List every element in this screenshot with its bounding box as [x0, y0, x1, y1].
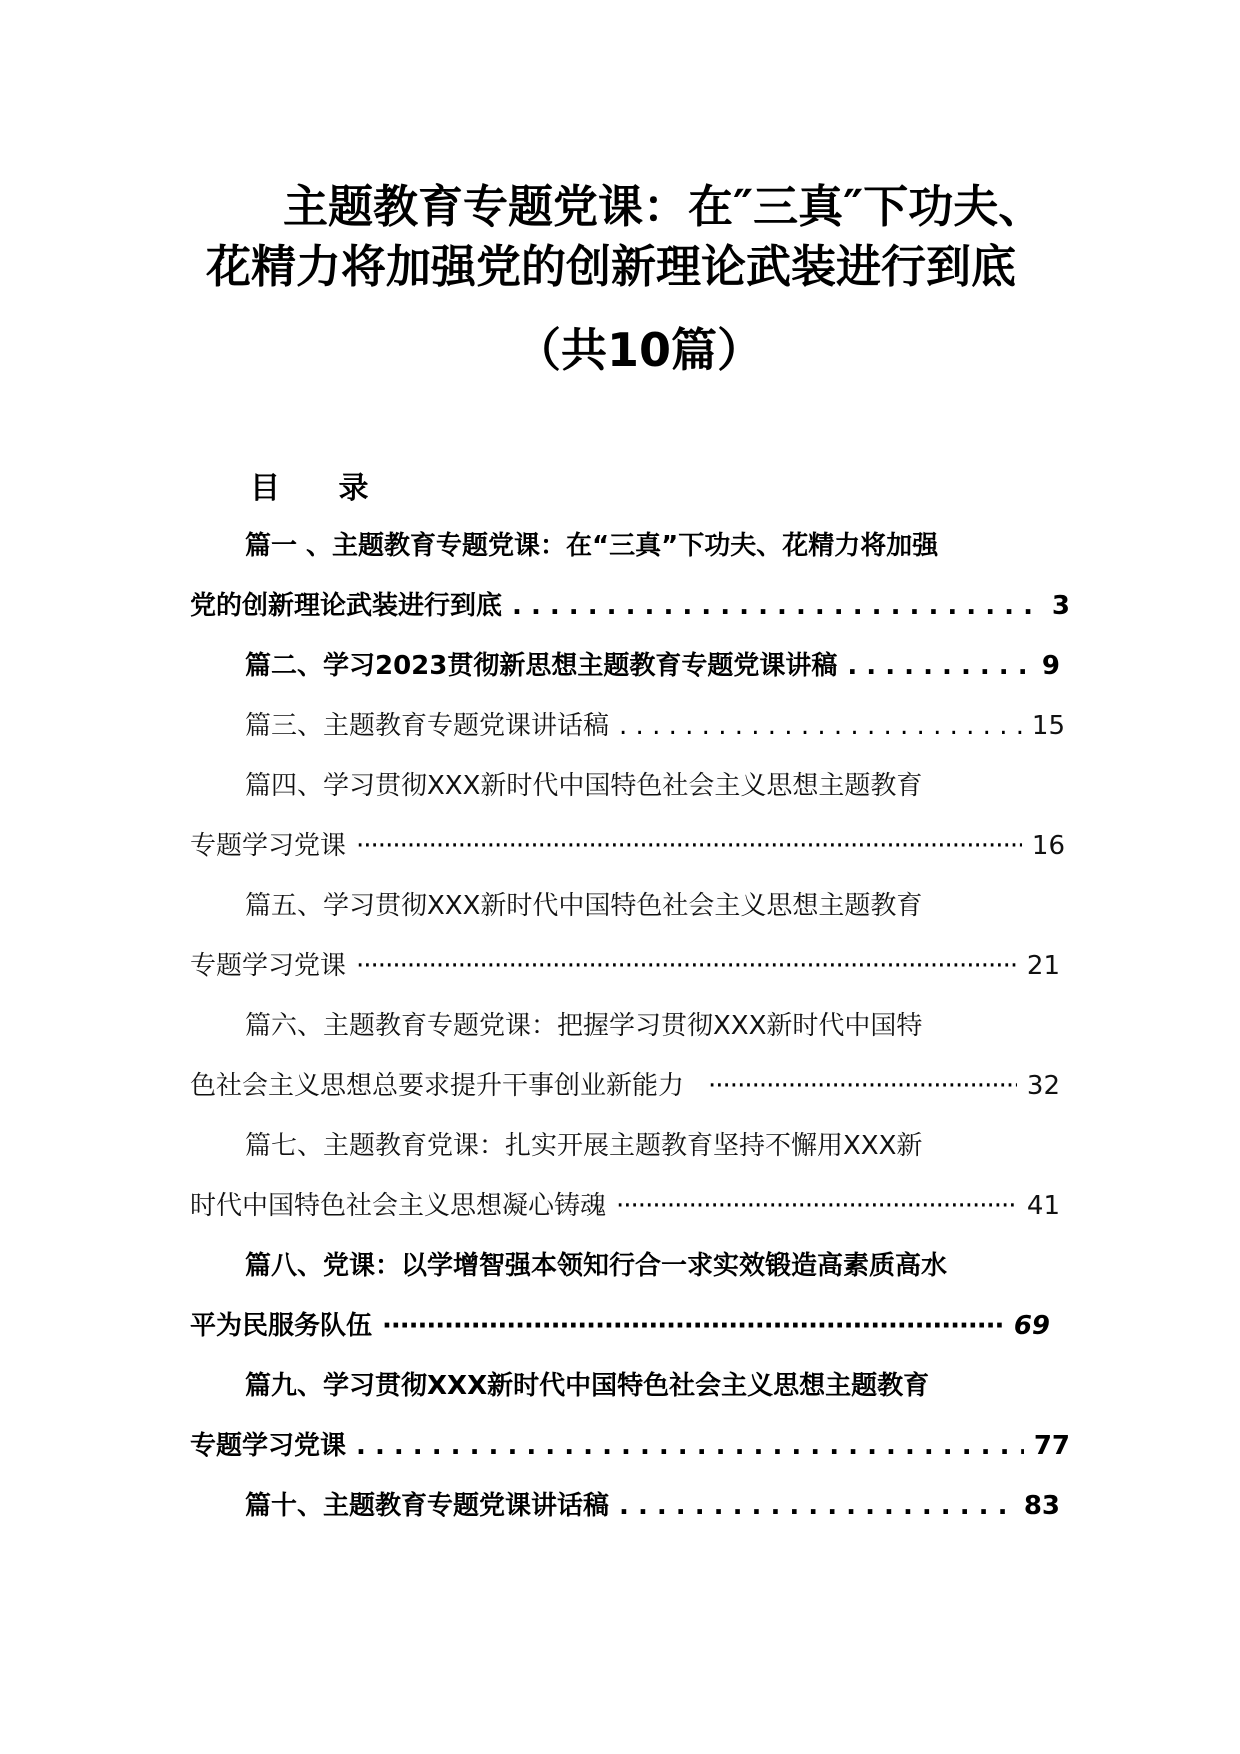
toc-entry-4-line1 — [245, 765, 922, 802]
toc-entry-5-line2[interactable] — [190, 945, 1060, 982]
toc-entry-label: 专题学习党课 — [190, 1431, 347, 1461]
toc-entry-6-line1 — [245, 1005, 922, 1042]
toc-entry-5-line1 — [245, 885, 922, 922]
toc-entry-4-line2[interactable] — [190, 825, 1065, 862]
title-line-2: 花精力将加强党的创新理论武装进行到底 — [206, 240, 1017, 293]
toc-page-number: 77 — [1033, 1431, 1070, 1461]
toc-entry-1-line2[interactable] — [190, 585, 1070, 622]
leader-dots — [512, 591, 1042, 621]
leader-dots — [356, 831, 1022, 861]
toc-entry-label: 篇十、主题教育专题党课讲话稿 — [245, 1491, 610, 1521]
toc-entry-label: 篇三、主题教育专题党课讲话稿 — [245, 711, 610, 741]
title-line-3: （共10篇） — [515, 323, 764, 377]
leader-dots — [356, 1431, 1024, 1461]
toc-page-number: 15 — [1031, 711, 1065, 741]
title-line-1: 主题教育专题党课：在″三真″下功夫、 — [283, 180, 1044, 233]
leader-dots — [619, 711, 1022, 741]
toc-entry-label: 篇八、党课：以学增智强本领知行合一求实效锻造高素质高水 — [245, 1251, 948, 1281]
leader-dots — [708, 1071, 1017, 1101]
toc-entry-label: 篇六、主题教育专题党课：把握学习贯彻XXX新时代中国特 — [245, 1011, 923, 1041]
toc-entry-7-line2[interactable] — [190, 1185, 1060, 1222]
toc-entry-label: 专题学习党课 — [190, 831, 347, 861]
toc-entry-label: 时代中国特色社会主义思想凝心铸魂 — [190, 1191, 607, 1221]
toc-page-number: 41 — [1026, 1191, 1060, 1221]
toc-page-number: 32 — [1026, 1071, 1060, 1101]
toc-entry-8-line2[interactable] — [190, 1305, 1050, 1342]
toc-entry-10[interactable] — [245, 1485, 1060, 1522]
toc-entry-9-line1 — [245, 1365, 929, 1402]
toc-entry-8-line1 — [245, 1245, 947, 1282]
leader-dots — [619, 1491, 1014, 1521]
toc-page-number: 3 — [1051, 591, 1070, 621]
toc-entry-label: 专题学习党课 — [190, 951, 347, 981]
toc-entry-9-line2[interactable] — [190, 1425, 1070, 1462]
toc-entry-2[interactable] — [245, 645, 1060, 682]
toc-entry-7-line1 — [245, 1125, 922, 1162]
toc-entry-label: 篇四、学习贯彻XXX新时代中国特色社会主义思想主题教育 — [245, 771, 923, 801]
toc-entry-1-line1 — [245, 525, 938, 562]
toc-entry-label: 平为民服务队伍 — [190, 1311, 373, 1341]
toc-page-number: 9 — [1041, 651, 1060, 681]
toc-entry-6-line2[interactable] — [190, 1065, 1060, 1102]
toc-page-number: 16 — [1031, 831, 1065, 861]
leader-dots — [847, 651, 1032, 681]
toc-entry-label: 篇九、学习贯彻XXX新时代中国特色社会主义思想主题教育 — [245, 1371, 930, 1401]
toc-page-number: 69 — [1013, 1311, 1050, 1341]
leader-dots — [382, 1311, 1004, 1341]
toc-page-number: 83 — [1023, 1491, 1060, 1521]
toc-entry-label: 党的创新理论武装进行到底 — [190, 591, 503, 621]
toc-entry-label: 篇五、学习贯彻XXX新时代中国特色社会主义思想主题教育 — [245, 891, 923, 921]
toc-entry-label: 篇一 、主题教育专题党课：在“三真”下功夫、花精力将加强 — [245, 531, 939, 561]
toc-heading: 目 录 — [250, 471, 393, 506]
leader-dots — [356, 951, 1017, 981]
toc-entry-3[interactable] — [245, 705, 1065, 742]
leader-dots — [616, 1191, 1017, 1221]
toc-entry-label: 色社会主义思想总要求提升干事创业新能力 — [190, 1071, 685, 1101]
toc-page-number: 21 — [1026, 951, 1060, 981]
toc-entry-label: 篇二、学习2023贯彻新思想主题教育专题党课讲稿 — [245, 651, 838, 681]
toc-entry-label: 篇七、主题教育党课：扎实开展主题教育坚持不懈用XXX新 — [245, 1131, 923, 1161]
